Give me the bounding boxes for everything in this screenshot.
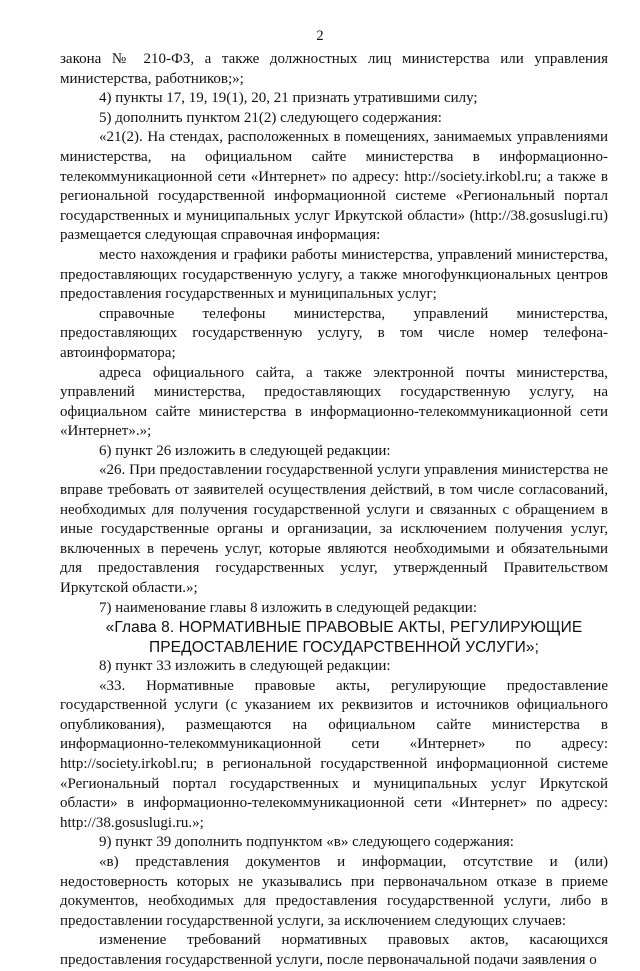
page-number: 2 bbox=[316, 28, 324, 44]
paragraph: «26. При предоставлении государственной услуги управления министерства не вправе требовать от заявителей осуществления действий, в том числе согласований, необходимых для получения государственной услуги и связанных с обращением в иные государственные органы и организации, за исключением получения услуг, включенных в перечень услуг, которые являются необходимыми и обязательными для предоставления государственных услуг, утвержденный Правительством Иркутской области.»; bbox=[60, 462, 608, 597]
paragraph: 5) дополнить пунктом 21(2) следующего содержания: bbox=[99, 109, 442, 126]
paragraph: изменение требований нормативных правовых актов, касающихся предоставления государственной услуги, после первоначальной подачи заявления о bbox=[60, 932, 608, 968]
paragraph: справочные телефоны министерства, управлений министерства, предоставляющих государственную услугу, в том числе номер телефона-автоинформатора; bbox=[60, 305, 608, 361]
paragraph: «в) представления документов и информации, отсутствие и (или) недостоверность которых не указывались при первоначальном отказе в приеме документов, необходимых для предоставления государственной услуги, либо в предоставлении государственной услуги, за исключением следующих случаев: bbox=[60, 853, 608, 929]
paragraph: «33. Нормативные правовые акты, регулирующие предоставление государственной услуги (с указанием их реквизитов и источников официального опубликования), размещаются на официальном сайте министерства в информационно-телекоммуникационной сети «Интернет» по адресу: http://society.irkobl.ru; в региональной государственной информационной системе «Региональный портал государственных и муниципальных услуг Иркутской области» в информационно-телекоммуникационной сети «Интернет» по адресу: http://38.gosuslugi.ru.»; bbox=[60, 677, 608, 831]
paragraph: 4) пункты 17, 19, 19(1), 20, 21 признать утратившими силу; bbox=[99, 90, 478, 107]
paragraph: адреса официального сайта, а также электронной почты министерства, управлений министерства, предоставляющих государственную услугу, на официальном сайте министерства в информационно-телекоммуникационной сети «Интернет».»; bbox=[60, 364, 608, 440]
paragraph: 8) пункт 33 изложить в следующей редакции: bbox=[99, 658, 391, 675]
paragraph: 6) пункт 26 изложить в следующей редакции: bbox=[99, 442, 391, 459]
paragraph: 7) наименование главы 8 изложить в следующей редакции: bbox=[99, 599, 477, 616]
chapter-title: «Глава 8. НОРМАТИВНЫЕ ПРАВОВЫЕ АКТЫ, РЕГУЛИРУЮЩИЕ ПРЕДОСТАВЛЕНИЕ ГОСУДАРСТВЕННОЙ УСЛУГИ»; bbox=[105, 619, 583, 656]
paragraph: место нахождения и графики работы министерства, управлений министерства, предоставляющих государственную услугу, а также многофункциональных центров предоставления государственных и муниципальных услуг; bbox=[60, 246, 608, 303]
paragraph: «21(2). На стендах, расположенных в помещениях, занимаемых управлениями министерства, на официальном сайте министерства в информационно-телекоммуникационной сети «Интернет» по адресу: http://society.irkobl.ru; а также в региональной государственной информационной системе «Региональный портал государственных и муниципальных услуг Иркутской области» (http://38.gosuslugi.ru) размещается следующая справочная информация: bbox=[60, 129, 608, 244]
paragraph: закона № 210-ФЗ, а также должностных лиц министерства или управления министерства, работников;»; bbox=[60, 51, 608, 87]
paragraph: 9) пункт 39 дополнить подпунктом «в» следующего содержания: bbox=[99, 834, 514, 851]
document-body bbox=[60, 50, 608, 971]
